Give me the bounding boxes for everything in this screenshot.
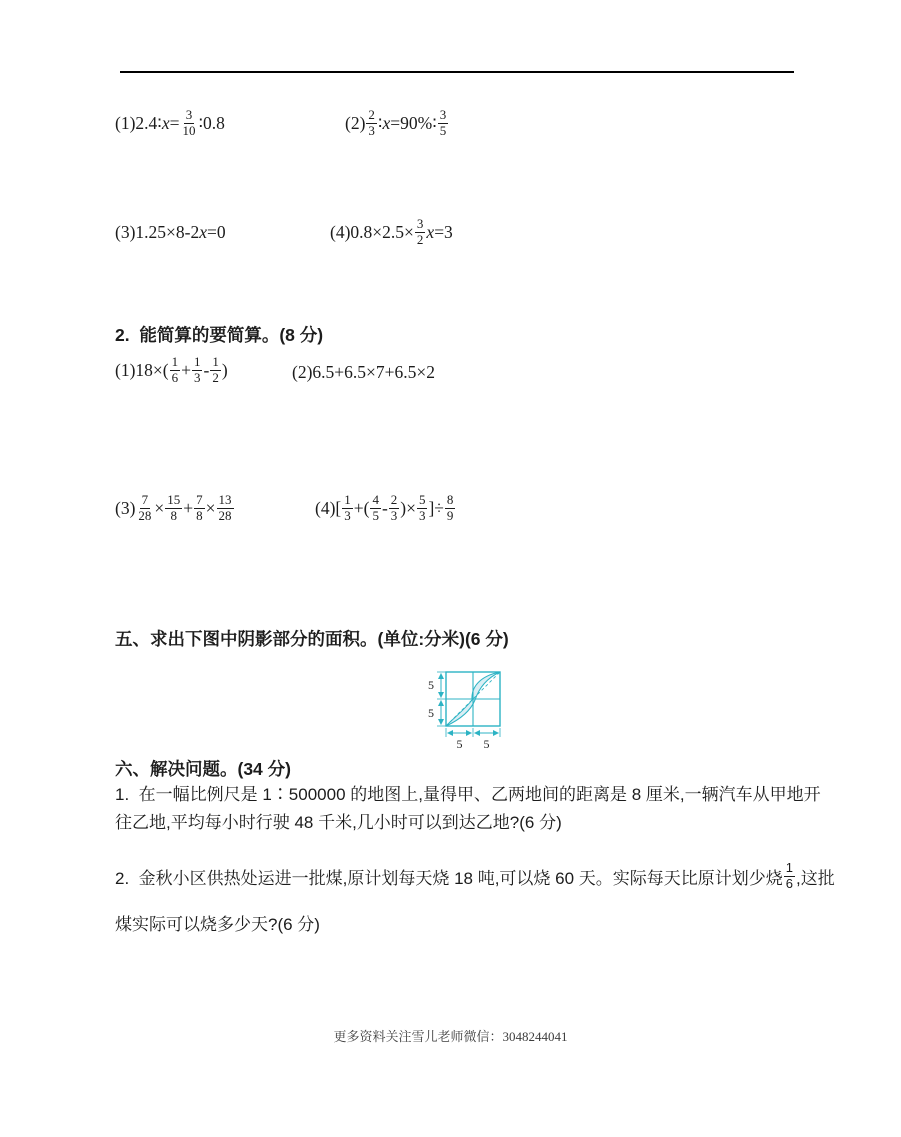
fraction: $\frac{1}{3}$: [193, 354, 201, 385]
fraction: $\frac{1}{6}$: [171, 354, 179, 385]
simplify-item-4: (4)[ $\frac{1}{3}$ +( $\frac{4}{5}$ - $\frac{2}{3}$ )× $\frac{5}{3}$ ]÷ $\frac{8}{9}$: [315, 492, 454, 523]
fraction: $\frac{3}{5}$: [439, 107, 447, 138]
fraction: $\frac{13}{28}$: [218, 492, 232, 523]
fraction: $\frac{2}{3}$: [390, 492, 398, 523]
dim-label-left-bottom: 5: [428, 706, 434, 720]
fraction: $\frac{3}{2}$: [416, 216, 424, 247]
shaded-area-section-title: 五、求出下图中阴影部分的面积。(单位:分米)(6 分): [115, 629, 509, 649]
problem-2-line-1: 2. 金秋小区供热处运进一批煤,原计划每天烧 18 吨,可以烧 60 天。实际每天比原计划少烧 $\frac{1}{6}$ ,这批: [115, 860, 835, 891]
simplify-item-3: (3) $\frac{7}{28}$ × $\frac{15}{8}$ + $\frac{7}{8}$ × $\frac{13}{28}$: [115, 492, 232, 523]
footer-contact-text: 更多资料关注雪儿老师微信：3048244041: [333, 1029, 568, 1044]
fraction: $\frac{7}{28}$: [138, 492, 152, 523]
fraction: $\frac{8}{9}$: [446, 492, 454, 523]
dim-label-left-top: 5: [428, 678, 434, 692]
problem-1-line-1: 1. 在一幅比例尺是 1∶500000 的地图上,量得甲、乙两地间的距离是 8 厘米,一辆汽车从甲地开: [115, 784, 821, 804]
fraction: $\frac{3}{10}$: [182, 107, 196, 138]
problem-2-line-2: 煤实际可以烧多少天?(6 分): [115, 914, 320, 934]
simplify-section-title: 2. 能简算的要简算。(8 分): [115, 325, 324, 345]
simplify-item-1: (1)18×( $\frac{1}{6}$ + $\frac{1}{3}$ - $\frac{1}{2}$ ): [115, 354, 228, 385]
equation-1: (1)2.4∶ x = $\frac{3}{10}$ ∶0.8: [115, 107, 225, 138]
word-problems-section-title: 六、解决问题。(34 分): [115, 759, 291, 779]
fraction: $\frac{1}{3}$: [344, 492, 351, 523]
fraction: $\frac{15}{8}$: [167, 492, 181, 523]
fraction: $\frac{4}{5}$: [372, 492, 379, 523]
fraction: $\frac{7}{8}$: [196, 492, 203, 523]
equation-3: (3)1.25×8-2 x =0: [115, 221, 226, 242]
dim-label-bottom-left: 5: [456, 737, 463, 751]
fraction: $\frac{2}{3}$: [368, 107, 375, 138]
equation-4: (4)0.8×2.5× $\frac{3}{2}$ x =3: [330, 216, 453, 247]
fraction: $\frac{1}{6}$: [785, 860, 794, 891]
fraction: $\frac{5}{3}$: [418, 492, 426, 523]
header-rule: [120, 71, 794, 73]
problem-1-line-2: 往乙地,平均每小时行驶 48 千米,几小时可以到达乙地?(6 分): [115, 812, 562, 832]
dim-label-bottom-right: 5: [483, 737, 490, 751]
shaded-area-figure: [424, 667, 508, 753]
simplify-item-2: (2)6.5+6.5×7+6.5×2: [292, 361, 436, 382]
fraction: $\frac{1}{2}$: [212, 354, 219, 385]
equation-2: (2) $\frac{2}{3}$ ∶ x =90%∶ $\frac{3}{5}$: [345, 107, 447, 138]
